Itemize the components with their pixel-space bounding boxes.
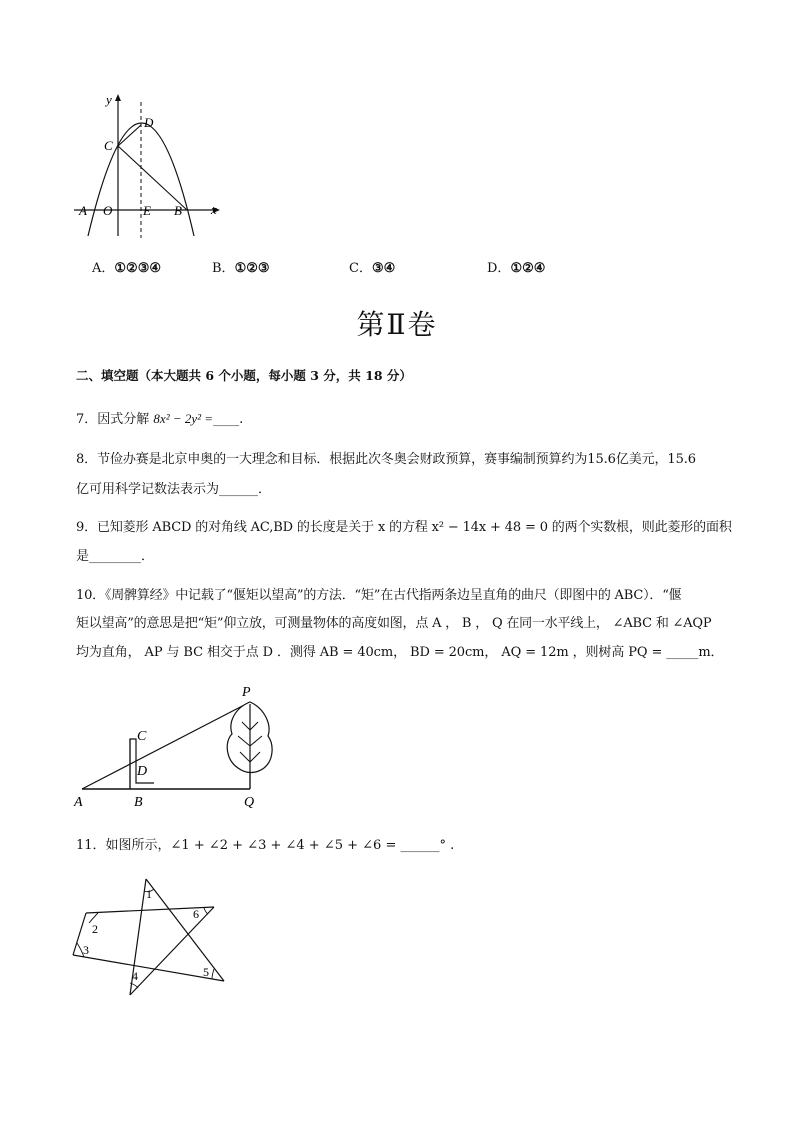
question-9-line1: 9．已知菱形 ABCD 的对角线 AC,BD 的长度是关于 x 的方程 x² − 14x + 48 = 0 的两个实数根，则此菱形的面积 [76, 520, 732, 535]
choice-d[interactable] [487, 259, 545, 279]
choice-b-letter: B． [212, 261, 235, 276]
q7-blank: ____ [213, 412, 240, 427]
tree-figure [70, 682, 290, 812]
q7-suffix: . [239, 412, 244, 427]
y-axis-arrow [115, 94, 121, 101]
segment-ap [82, 702, 250, 789]
label-p: P [242, 685, 251, 700]
label-q2: Q [244, 795, 255, 810]
angle-label-3: 3 [83, 943, 89, 957]
question-7 [76, 409, 243, 430]
choice-b-value: ①②③ [234, 261, 270, 276]
choice-c[interactable] [349, 259, 395, 279]
angle-label-6: 6 [193, 907, 199, 921]
question-10-line2: 矩以望高”的意思是把“矩”仰立放，可测量物体的高度如图，点 A ， B ， Q 在同一水平线上， ∠ABC 和 ∠AQP [76, 616, 712, 631]
section-heading: 二、填空题（本大题共 6 个小题，每小题 3 分，共 18 分） [76, 368, 412, 383]
label-d2: D [137, 764, 148, 779]
angle-label-1: 1 [146, 887, 152, 901]
angle-label-2: 2 [92, 922, 98, 936]
choice-a-value: ①②③④ [114, 261, 162, 276]
line-6 [73, 955, 224, 981]
label-o: O [103, 203, 113, 218]
choice-d-value: ①②④ [510, 261, 546, 276]
choice-a[interactable] [92, 259, 161, 279]
angle-arc-5 [212, 969, 214, 979]
angles-figure [68, 875, 238, 1000]
angle-arc-6 [204, 908, 208, 914]
label-a: A [79, 203, 87, 218]
question-10-line1: 10．《周髀算经》中记载了“偃矩以望高”的方法．“矩”在古代指两条边呈直角的曲尺（即图中的 ABC）．“偃 [76, 588, 682, 603]
question-9-line2: 是________． [76, 549, 155, 564]
choice-c-value: ③④ [371, 261, 396, 276]
segment-cb [118, 146, 187, 210]
choice-a-letter: A． [92, 261, 115, 276]
label-c: C [104, 138, 113, 153]
label-y: y [106, 92, 112, 107]
parabola-figure [70, 88, 230, 243]
angle-label-5: 5 [203, 965, 209, 979]
question-11: 11．如图所示，∠1 + ∠2 + ∠3 + ∠4 + ∠5 + ∠6 = ______° . [76, 838, 455, 853]
label-b2: B [134, 795, 143, 810]
choice-c-letter: C． [349, 261, 372, 276]
part-title: 第Ⅱ卷 [356, 308, 438, 341]
angle-label-4: 4 [132, 969, 138, 983]
choice-d-letter: D． [487, 261, 511, 276]
label-b: B [174, 203, 182, 218]
question-8-line1: 8．节俭办赛是北京申奥的一大理念和目标．根据此次冬奥会财政预算，赛事编制预算约为15.6亿美元，15.6 [76, 452, 696, 467]
label-a2: A [74, 795, 83, 810]
label-e: E [143, 203, 151, 218]
label-x: x [211, 202, 217, 217]
q7-prefix: 7．因式分解 [76, 412, 150, 427]
question-10-line3: 均为直角， AP 与 BC 相交于点 D ．测得 AB = 40cm， BD = 20cm， AQ = 12m ，则树高 PQ = _____m． [76, 645, 724, 660]
label-d: D [144, 115, 154, 130]
question-8-line2: 亿可用科学记数法表示为______． [76, 482, 272, 497]
q7-expr: 8x² − 2y² = [153, 411, 214, 426]
label-c2: C [137, 729, 147, 744]
choice-b[interactable] [212, 259, 270, 279]
